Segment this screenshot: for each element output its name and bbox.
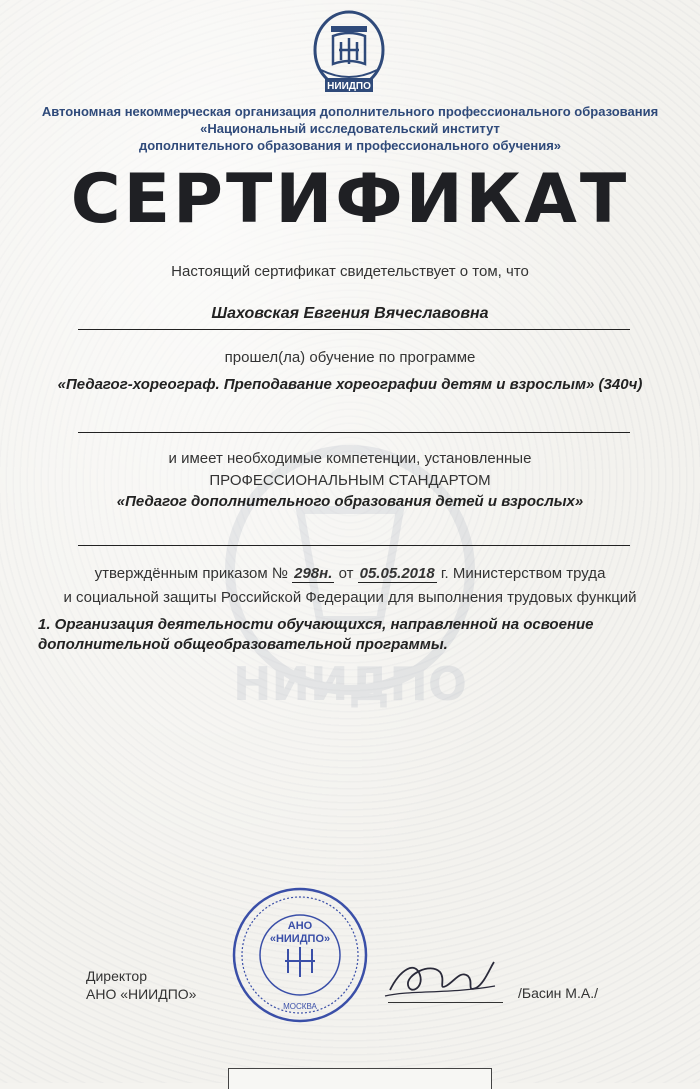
function-line-1: 1. Организация деятельности обучающихся, направленной на освоение (38, 616, 594, 633)
intro-text: Настоящий сертификат свидетельствует о том, что (171, 263, 529, 280)
logo-text: НИИДПО (327, 81, 371, 92)
trained-label: прошел(ла) обучение по программе (224, 349, 476, 366)
standard-underline (78, 545, 630, 546)
watermark-text: НИИДПО (232, 657, 468, 711)
director-org: АНО «НИИДПО» (86, 986, 197, 1002)
organization-line-3: дополнительного образования и профессионального обучения» (138, 138, 562, 153)
order-from: от (338, 565, 354, 582)
recipient-name: Шаховская Евгения Вячеславовна (211, 305, 489, 322)
order-suffix: г. Министерством труда (440, 565, 606, 582)
program-underline (78, 432, 630, 433)
director-signature (380, 950, 500, 1005)
order-prefix: утверждённым приказом № (94, 565, 288, 582)
recipient-underline (78, 329, 630, 330)
director-block (86, 967, 196, 1003)
stamp-city-text: МОСКВА (283, 1002, 317, 1011)
order-number: 298н. (294, 565, 333, 582)
signer-name: /Басин М.А./ (518, 985, 598, 1001)
director-title: Директор (86, 968, 147, 984)
order-date: 05.05.2018 (359, 565, 435, 582)
signature-line (388, 1002, 503, 1003)
order-line-2: и социальной защиты Российской Федерации для выполнения трудовых функций (63, 589, 637, 606)
standard-name: «Педагог дополнительного образования детей и взрослых» (116, 493, 584, 510)
organization-line-2: «Национальный исследовательский институт (200, 121, 500, 136)
stamp-name-text: «НИИДПО» (269, 933, 331, 945)
standard-label: ПРОФЕССИОНАЛЬНЫМ СТАНДАРТОМ (209, 472, 491, 489)
bottom-edge-box (228, 1068, 492, 1089)
official-stamp (230, 885, 370, 1025)
stamp-top-text: АНО (287, 920, 313, 932)
organization-line-1: Автономная некоммерческая организация дополнительного профессионального образования (41, 104, 659, 119)
order-line-1 (0, 565, 700, 582)
program-name: «Педагог-хореограф. Преподавание хореографии детям и взрослым» (340ч) (57, 376, 643, 393)
competencies-label: и имеет необходимые компетенции, установленные (168, 450, 532, 467)
certificate-title: СЕРТИФИКАТ (70, 160, 630, 239)
function-line-2: дополнительной общеобразовательной программы. (38, 636, 448, 653)
niidpo-logo (307, 8, 391, 96)
